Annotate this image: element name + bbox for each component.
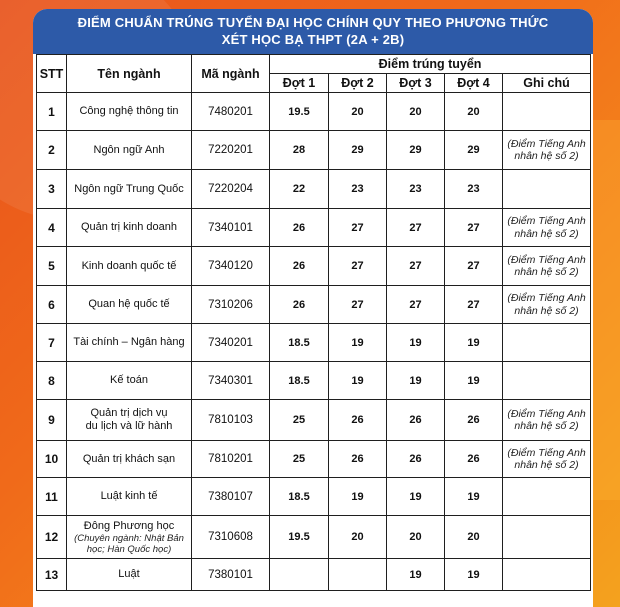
row-major-name [67,286,192,324]
row-stt: 2 [37,131,67,170]
row-major-name-text: Đông Phương học [83,519,175,532]
row-major-code: 7380107 [192,478,270,516]
row-stt: 8 [37,362,67,400]
row-score-round3: 19 [387,324,445,362]
table-row [37,131,591,170]
row-note: (Điểm Tiếng Anh nhân hệ số 2) [503,209,591,247]
row-score-round4: 27 [445,286,503,324]
row-stt: 12 [37,516,67,559]
row-score-round4: 27 [445,247,503,286]
col-round4-header: Đợt 4 [445,74,503,93]
table-row [37,559,591,591]
row-score-round4: 26 [445,441,503,478]
col-round1-header: Đợt 1 [270,74,329,93]
row-major-name [67,93,192,131]
row-score-round1: 28 [270,131,329,170]
row-major-name-text: Quản trị khách sạn [82,452,176,465]
row-major-name-text: Ngôn ngữ Trung Quốc [74,182,184,195]
row-score-round3: 27 [387,209,445,247]
row-major-code: 7380101 [192,559,270,591]
row-score-round3: 27 [387,247,445,286]
row-major-name [67,362,192,400]
row-score-round2: 23 [329,170,387,209]
row-score-round4: 27 [445,209,503,247]
row-stt: 7 [37,324,67,362]
row-major-name [67,478,192,516]
row-major-name-text: Ngôn ngữ Anh [93,143,165,156]
table-row [37,209,591,247]
row-note: (Điểm Tiếng Anh nhân hệ số 2) [503,247,591,286]
table-row [37,441,591,478]
row-score-round2: 29 [329,131,387,170]
row-score-round4: 19 [445,324,503,362]
table-row [37,286,591,324]
row-stt: 10 [37,441,67,478]
row-score-round1: 19.5 [270,93,329,131]
row-note [503,362,591,400]
row-score-round3: 19 [387,478,445,516]
row-score-round2 [329,559,387,591]
row-score-round1: 25 [270,400,329,441]
row-stt: 4 [37,209,67,247]
col-major-header: Tên ngành [67,55,192,93]
table-row [37,247,591,286]
row-score-round2: 26 [329,441,387,478]
row-score-round4: 26 [445,400,503,441]
table-row [37,516,591,559]
row-major-name [67,400,192,441]
row-major-name [67,247,192,286]
row-score-round2: 19 [329,478,387,516]
row-score-round4: 29 [445,131,503,170]
row-major-name-text: Luật kinh tế [100,490,158,502]
row-major-name [67,209,192,247]
row-score-round3: 29 [387,131,445,170]
row-score-round3: 26 [387,441,445,478]
table-row [37,362,591,400]
row-score-round3: 19 [387,362,445,400]
row-score-round2: 19 [329,324,387,362]
row-major-code: 7340201 [192,324,270,362]
col-stt-header: STT [37,55,67,93]
row-score-round1: 18.5 [270,362,329,400]
row-major-name [67,131,192,170]
title-banner [33,9,593,54]
row-note [503,516,591,559]
row-note [503,559,591,591]
row-major-code: 7340101 [192,209,270,247]
row-major-code: 7340120 [192,247,270,286]
row-note [503,324,591,362]
row-stt: 1 [37,93,67,131]
row-score-round3: 26 [387,400,445,441]
row-major-name-text: Tài chính – Ngân hàng [73,336,185,348]
row-major-name-text: Công nghệ thông tin [79,105,179,117]
row-note: (Điểm Tiếng Anh nhân hệ số 2) [503,441,591,478]
row-major-code: 7340301 [192,362,270,400]
row-score-round2: 27 [329,247,387,286]
row-score-round2: 19 [329,362,387,400]
row-major-code: 7480201 [192,93,270,131]
table-row [37,170,591,209]
row-major-code: 7310608 [192,516,270,559]
row-score-round3: 23 [387,170,445,209]
row-score-round3: 27 [387,286,445,324]
row-stt: 5 [37,247,67,286]
row-score-round2: 20 [329,516,387,559]
row-stt: 13 [37,559,67,591]
col-code-header: Mã ngành [192,55,270,93]
row-major-code: 7310206 [192,286,270,324]
table-row [37,93,591,131]
col-round3-header: Đợt 3 [387,74,445,93]
row-note [503,478,591,516]
row-score-round4: 19 [445,478,503,516]
row-score-round1: 26 [270,286,329,324]
row-major-name [67,170,192,209]
row-score-round2: 26 [329,400,387,441]
row-score-round3: 19 [387,559,445,591]
table-row [37,478,591,516]
row-score-round4: 23 [445,170,503,209]
row-score-round2: 20 [329,93,387,131]
row-major-name [67,441,192,478]
row-major-subtitle: (Chuyên ngành: Nhật Bản học; Hàn Quốc học) [74,532,184,555]
table-row [37,324,591,362]
row-note: (Điểm Tiếng Anh nhân hệ số 2) [503,131,591,170]
title-line-2: XÉT HỌC BẠ THPT (2A + 2B) [221,32,405,47]
row-score-round1 [270,559,329,591]
row-score-round4: 19 [445,362,503,400]
row-major-name-text: Quan hệ quốc tế [88,298,170,310]
row-major-code: 7220204 [192,170,270,209]
row-stt: 9 [37,400,67,441]
row-major-name-text: Kinh doanh quốc tế [81,259,177,272]
row-major-name [67,516,192,559]
row-score-round1: 19.5 [270,516,329,559]
row-score-round4: 20 [445,93,503,131]
score-table [36,54,591,591]
col-round2-header: Đợt 2 [329,74,387,93]
row-major-code: 7810201 [192,441,270,478]
table-row [37,400,591,441]
row-score-round1: 22 [270,170,329,209]
row-score-round3: 20 [387,516,445,559]
row-major-name-text: Quản trị dịch vụ du lịch và lữ hành [85,407,173,432]
row-major-name [67,559,192,591]
row-score-round1: 25 [270,441,329,478]
row-score-round1: 18.5 [270,324,329,362]
row-note [503,170,591,209]
col-scores-header: Điểm trúng tuyển [270,55,591,74]
row-score-round4: 19 [445,559,503,591]
row-major-code: 7220201 [192,131,270,170]
row-stt: 6 [37,286,67,324]
row-score-round1: 26 [270,247,329,286]
row-score-round4: 20 [445,516,503,559]
row-note: (Điểm Tiếng Anh nhân hệ số 2) [503,286,591,324]
row-score-round2: 27 [329,286,387,324]
row-score-round2: 27 [329,209,387,247]
row-major-name [67,324,192,362]
row-score-round1: 18.5 [270,478,329,516]
row-note [503,93,591,131]
table-body [37,93,591,591]
row-major-name-text: Quản trị kinh doanh [80,221,177,233]
row-score-round1: 26 [270,209,329,247]
row-major-name-text: Luật [118,568,140,580]
row-major-code: 7810103 [192,400,270,441]
row-note: (Điểm Tiếng Anh nhân hệ số 2) [503,400,591,441]
title-line-1: ĐIỂM CHUẨN TRÚNG TUYỂN ĐẠI HỌC CHÍNH QUY THEO PHƯƠNG THỨC [77,15,549,30]
row-stt: 3 [37,170,67,209]
row-stt: 11 [37,478,67,516]
row-major-name-text: Kế toán [110,374,148,386]
row-score-round3: 20 [387,93,445,131]
col-note-header: Ghi chú [503,74,591,93]
score-card [33,9,593,607]
